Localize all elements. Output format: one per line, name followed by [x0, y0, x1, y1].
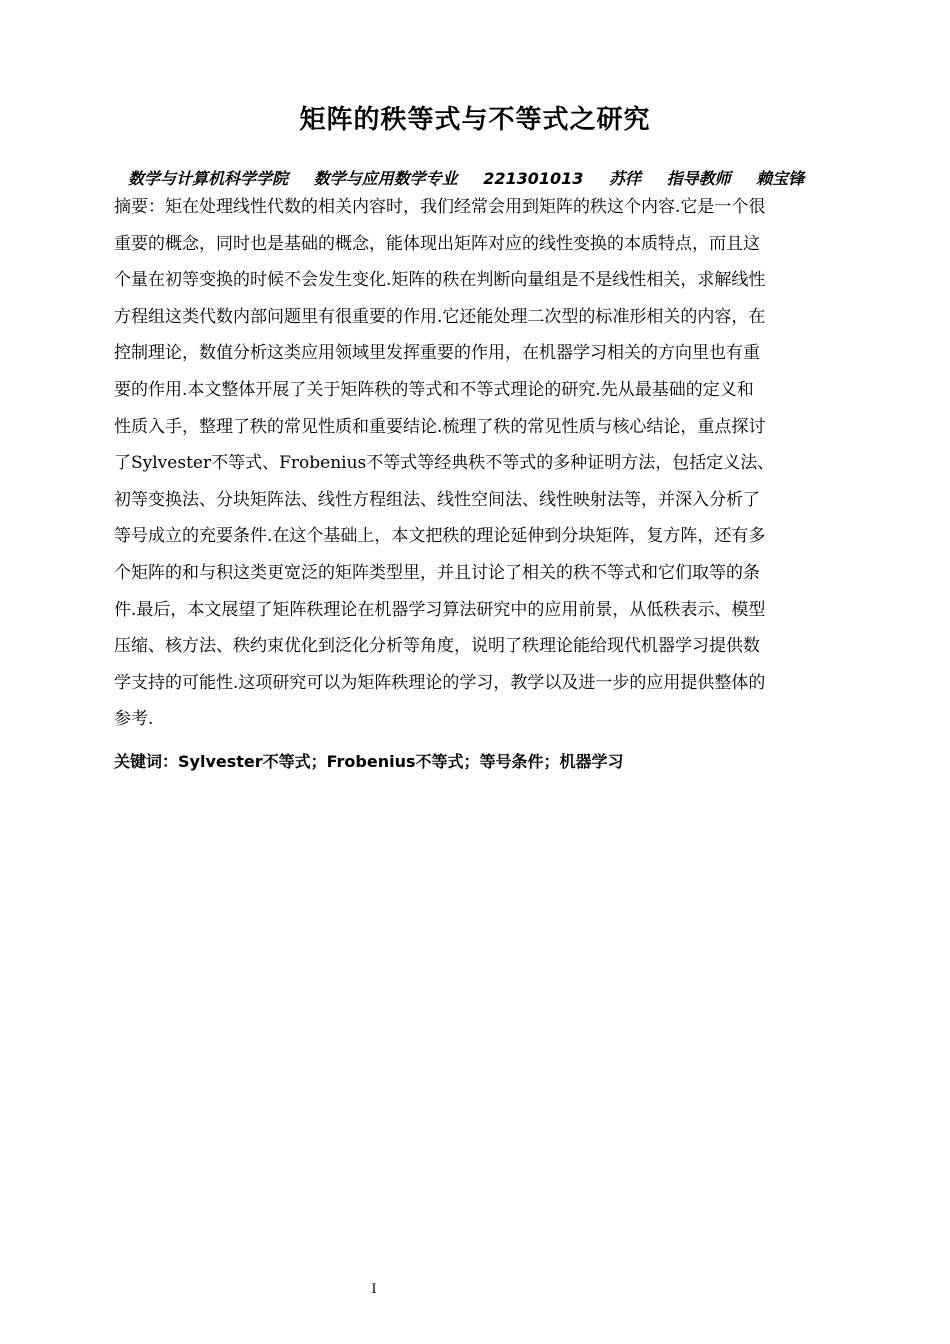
abstract-line: 学支持的可能性.这项研究可以为矩阵秩理论的学习，教学以及进一步的应用提供整体的	[114, 672, 766, 693]
abstract-line: 件.最后，本文展望了矩阵秩理论在机器学习算法研究中的应用前景，从低秩表示、模型	[114, 599, 766, 620]
page-number: I	[371, 1282, 377, 1297]
student-id: 221301013	[483, 169, 584, 188]
abstract-line: 了Sylvester不等式、Frobenius不等式等经典秩不等式的多种证明方法，包括定义法、	[114, 453, 775, 474]
abstract-body	[114, 189, 860, 738]
abstract-line: 个矩阵的和与积这类更宽泛的矩阵类型里，并且讨论了相关的秩不等式和它们取等的条	[114, 562, 760, 583]
abstract-line: 等号成立的充要条件.在这个基础上，本文把秩的理论延伸到分块矩阵，复方阵，还有多	[114, 526, 766, 547]
abstract	[114, 189, 860, 738]
keywords: 关键词：Sylvester不等式；Frobenius不等式；等号条件；机器学习	[114, 752, 624, 771]
abstract-line: 方程组这类代数内部问题里有很重要的作用.它还能处理二次型的标准形相关的内容，在	[114, 306, 766, 327]
advisor-name: 赖宝锋	[756, 169, 805, 188]
paper-title: 矩阵的秩等式与不等式之研究	[299, 105, 651, 135]
abstract-line: 参考.	[114, 709, 154, 730]
abstract-line: 性质入手，整理了秩的常见性质和重要结论.梳理了秩的常见性质与核心结论，重点探讨	[114, 416, 766, 437]
student-name: 苏徉	[608, 169, 641, 188]
abstract-line: 重要的概念，同时也是基础的概念，能体现出矩阵对应的线性变换的本质特点，而且这	[114, 233, 760, 254]
abstract-line: 控制理论，数值分析这类应用领域里发挥重要的作用，在机器学习相关的方向里也有重	[114, 343, 760, 364]
abstract-line: 初等变换法、分块矩阵法、线性方程组法、线性空间法、线性映射法等，并深入分析了	[114, 489, 760, 510]
abstract-line: 个量在初等变换的时候不会发生变化.矩阵的秩在判断向量组是不是线性相关，求解线性	[114, 270, 766, 291]
abstract-line: 压缩、核方法、秩约束优化到泛化分析等角度，说明了秩理论能给现代机器学习提供数	[114, 636, 760, 657]
abstract-line: 要的作用.本文整体开展了关于矩阵秩的等式和不等式理论的研究.先从最基础的定义和	[114, 379, 754, 400]
college-name: 数学与计算机科学学院	[128, 169, 289, 188]
abstract-line: 摘要：矩在处理线性代数的相关内容时，我们经常会用到矩阵的秩这个内容.它是一个很	[114, 197, 766, 217]
advisor-label: 指导教师	[666, 169, 731, 188]
major-name: 数学与应用数学专业	[313, 169, 458, 188]
